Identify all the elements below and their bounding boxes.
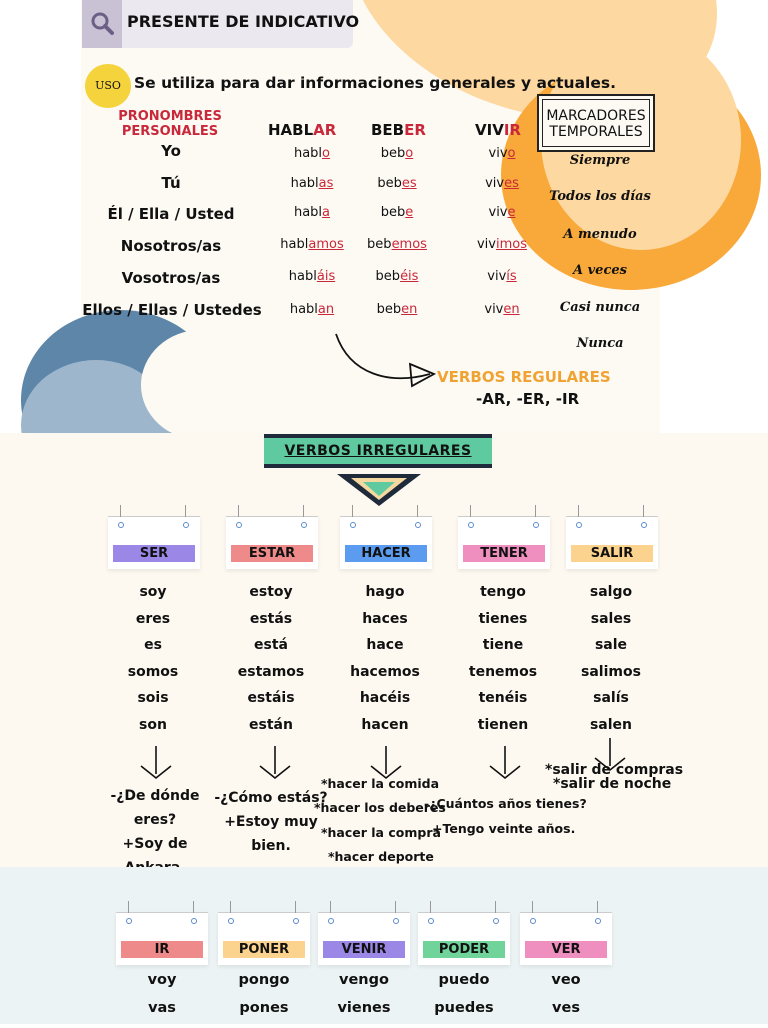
card-pin: [330, 901, 331, 913]
conj-stem: viv: [488, 205, 508, 220]
example-hacer-2: *hacer la compra: [321, 825, 441, 840]
down-arrow-icon: [255, 744, 295, 784]
verb-form: hacen: [361, 716, 409, 733]
card-pin: [430, 901, 431, 913]
marcadores-title: MARCADORES TEMPORALES: [537, 94, 655, 152]
conj-beber-0: [352, 146, 442, 161]
verb-label-tener: TENER: [463, 545, 545, 562]
card-pin-dot: [530, 918, 536, 924]
decor-blob-cut: [141, 330, 261, 440]
uso-badge: USO: [85, 64, 131, 108]
card-pin-dot: [191, 918, 197, 924]
conj-stem: habl: [293, 205, 323, 220]
card-pin: [295, 901, 296, 913]
verb-form: voy: [147, 972, 177, 988]
card-pin: [352, 505, 353, 517]
conj-vivir-2: [457, 205, 547, 220]
conj-stem: viv: [476, 237, 496, 252]
verb-label-ver: VER: [525, 941, 607, 958]
verb-header-vivir: VIVIR: [475, 121, 521, 139]
conj-beber-4: [352, 269, 442, 284]
card-pin: [395, 901, 396, 913]
conj-stem: beb: [377, 176, 402, 191]
card-pin: [128, 901, 129, 913]
verb-form: hace: [366, 637, 404, 653]
down-arrow-icon: [136, 744, 176, 784]
card-pin-dot: [328, 918, 334, 924]
verb-form: estamos: [237, 663, 305, 680]
verb-form: están: [249, 716, 293, 733]
conj-vivir-4: [457, 269, 547, 284]
verb-form: puedes: [434, 1000, 494, 1016]
verb-form: tienen: [477, 716, 529, 733]
conj-ending: es: [401, 176, 417, 191]
card-pin-dot: [576, 522, 582, 528]
verb-form: son: [139, 716, 167, 733]
verb-label-venir: VENIR: [323, 941, 405, 958]
conj-ending: a: [322, 205, 331, 220]
example-salir-1: *salir de noche: [553, 776, 672, 792]
example-hacer-1: *hacer los deberes: [314, 800, 446, 815]
verb-header-beber: BEBER: [371, 121, 426, 139]
forms-hacer: [335, 584, 435, 743]
verb-label-poner: PONER: [223, 941, 305, 958]
verb-form: veo: [551, 972, 581, 988]
conj-stem: viv: [487, 269, 507, 284]
card-pin-dot: [393, 918, 399, 924]
verb-form: estás: [249, 610, 293, 627]
forms-tener: [453, 584, 553, 743]
conj-ending: en: [401, 302, 418, 317]
verb-form: ves: [552, 1000, 580, 1016]
conj-vivir-5: [457, 302, 547, 317]
conj-stem: habl: [280, 237, 309, 252]
verb-form: vas: [148, 1000, 176, 1016]
card-pin: [238, 505, 239, 517]
verb-form: hacemos: [350, 663, 420, 680]
conj-hablar-1: [267, 176, 357, 191]
verb-label-ser: SER: [113, 545, 195, 562]
card-pin: [495, 901, 496, 913]
forms-salir: [561, 584, 661, 743]
conj-vivir-3: [457, 237, 547, 252]
verb-form: sale: [594, 637, 628, 653]
verb-form: salís: [593, 690, 629, 706]
conj-beber-5: [352, 302, 442, 317]
search-icon: [82, 0, 122, 48]
conj-ending: áis: [316, 269, 336, 284]
conj-vivir-1: [457, 176, 547, 191]
pronouns-header: PRONOMBRES PERSONALES: [118, 109, 222, 139]
card-pin-dot: [228, 918, 234, 924]
conj-stem: beb: [367, 237, 392, 252]
card-pin-dot: [118, 522, 124, 528]
verb-form: tiene: [482, 637, 524, 653]
conj-ending: ís: [506, 269, 517, 284]
verb-form: salgo: [589, 584, 633, 600]
marcador-2: A menudo: [563, 227, 637, 242]
verb-form: eres: [135, 610, 171, 627]
person-0: Yo: [161, 142, 181, 160]
card-pin-dot: [468, 522, 474, 528]
card-pin: [470, 505, 471, 517]
card-pin: [643, 505, 644, 517]
example-hacer-0: *hacer la comida: [321, 776, 440, 791]
forms-estar: [221, 584, 321, 743]
card-pin-dot: [350, 522, 356, 528]
verb-card-poner: [218, 912, 310, 965]
down-arrow-icon: [485, 744, 525, 784]
verb-form: vengo: [339, 972, 389, 988]
conj-stem: beb: [380, 146, 406, 161]
card-pin-dot: [301, 522, 307, 528]
card-pin-dot: [493, 918, 499, 924]
verb-form: tenéis: [478, 690, 528, 706]
example-ser: [100, 784, 210, 866]
conj-stem: viv: [484, 302, 504, 317]
verb-card-venir: [318, 912, 410, 965]
marcador-4: Casi nunca: [559, 300, 641, 315]
card-pin-dot: [183, 522, 189, 528]
verb-card-ser: [108, 516, 200, 569]
uso-description: Se utiliza para dar informaciones generales y actuales.: [134, 74, 616, 92]
irregular-verbs-title: VERBOS IRREGULARES: [264, 434, 492, 468]
conj-stem: viv: [485, 176, 505, 191]
forms-ver: [518, 972, 614, 1028]
verb-form: es: [144, 637, 162, 653]
conj-stem: beb: [375, 269, 401, 284]
card-pin-dot: [641, 522, 647, 528]
conj-ending: o: [405, 146, 414, 161]
verb-label-estar: ESTAR: [231, 545, 313, 562]
example-salir-0: *salir de compras: [545, 762, 684, 778]
regular-verbs-endings: -AR, -ER, -IR: [476, 390, 580, 408]
conj-stem: beb: [380, 205, 406, 220]
forms-ser: [103, 584, 203, 743]
verb-card-ir: [116, 912, 208, 965]
verb-form: salen: [589, 716, 633, 733]
down-chevron-icon: [335, 472, 423, 508]
page-title: PRESENTE DE INDICATIVO: [127, 12, 360, 31]
verb-form: hacéis: [359, 690, 411, 706]
marcador-3: A veces: [573, 263, 627, 278]
conj-ending: amos: [308, 237, 344, 252]
conj-beber-2: [352, 205, 442, 220]
conj-hablar-5: [267, 302, 357, 317]
verb-form: vienes: [337, 1000, 391, 1016]
marcador-1: Todos los días: [549, 189, 651, 204]
card-pin: [303, 505, 304, 517]
example-hacer-3: *hacer deporte: [328, 849, 434, 864]
verb-label-ir: IR: [121, 941, 203, 958]
conj-hablar-3: [267, 237, 357, 252]
verb-label-poder: PODER: [423, 941, 505, 958]
conj-ending: es: [504, 176, 519, 191]
card-pin: [120, 505, 121, 517]
verb-card-poder: [418, 912, 510, 965]
conj-ending: as: [318, 176, 334, 191]
verb-card-hacer: [340, 516, 432, 569]
card-pin-dot: [126, 918, 132, 924]
card-pin: [193, 901, 194, 913]
forms-venir: [316, 972, 412, 1028]
example-line: +Estoy muy: [224, 814, 318, 830]
conj-stem: habl: [289, 302, 318, 317]
forms-ir: [114, 972, 210, 1028]
conj-beber-1: [352, 176, 442, 191]
example-line: +Soy de: [122, 836, 188, 852]
conj-ending: imos: [495, 237, 527, 252]
conj-stem: viv: [488, 146, 508, 161]
card-pin: [535, 505, 536, 517]
conj-ending: o: [322, 146, 331, 161]
card-pin-dot: [293, 918, 299, 924]
card-pin: [230, 901, 231, 913]
person-1: Tú: [161, 174, 181, 192]
verb-card-ver: [520, 912, 612, 965]
example-line: -¿De dónde: [110, 788, 200, 804]
verb-form: sois: [137, 690, 169, 706]
conj-ending: e: [507, 205, 516, 220]
verb-form: puedo: [438, 972, 490, 988]
card-pin: [597, 901, 598, 913]
conj-ending: éis: [400, 269, 419, 284]
card-pin-dot: [595, 918, 601, 924]
example-line: -¿Cómo estás?: [214, 790, 328, 806]
card-pin: [185, 505, 186, 517]
card-pin-dot: [415, 522, 421, 528]
conj-stem: habl: [293, 146, 323, 161]
person-2: Él / Ella / Usted: [107, 205, 235, 223]
example-line: eres?: [133, 812, 177, 828]
verb-form: somos: [127, 663, 179, 680]
conj-stem: habl: [288, 269, 317, 284]
verb-form: tenemos: [468, 663, 538, 680]
person-5: Ellos / Ellas / Ustedes: [82, 301, 262, 319]
forms-poner: [216, 972, 312, 1028]
card-pin: [532, 901, 533, 913]
verb-card-estar: [226, 516, 318, 569]
conj-ending: an: [317, 302, 335, 317]
conj-stem: habl: [290, 176, 319, 191]
forms-poder: [416, 972, 512, 1028]
example-line: bien.: [251, 838, 291, 854]
example-estar: [212, 786, 330, 858]
conj-vivir-0: [457, 146, 547, 161]
verb-form: pones: [239, 1000, 289, 1016]
verb-form: tengo: [480, 584, 526, 600]
card-pin: [417, 505, 418, 517]
conj-hablar-0: [267, 146, 357, 161]
conj-ending: e: [405, 205, 414, 220]
verb-form: estáis: [247, 690, 295, 706]
regular-verbs-title: VERBOS REGULARES: [437, 368, 611, 386]
person-4: Vosotros/as: [121, 269, 221, 287]
verb-form: salimos: [581, 663, 641, 680]
marcador-5: Nunca: [576, 336, 624, 351]
verb-label-salir: SALIR: [571, 545, 653, 562]
verb-form: soy: [139, 584, 167, 600]
verb-label-hacer: HACER: [345, 545, 427, 562]
conj-stem: beb: [376, 302, 402, 317]
verb-form: estoy: [249, 584, 293, 600]
person-3: Nosotros/as: [120, 237, 222, 255]
conj-hablar-2: [267, 205, 357, 220]
card-pin-dot: [428, 918, 434, 924]
verb-header-hablar: HABLAR: [268, 121, 337, 139]
conj-hablar-4: [267, 269, 357, 284]
conj-ending: emos: [391, 237, 427, 252]
example-tener-1: +Tengo veinte años.: [432, 821, 576, 836]
verb-form: pongo: [238, 972, 290, 988]
example-tener-0: -¿Cuántos años tienes?: [424, 796, 587, 811]
marcador-0: Siempre: [569, 153, 631, 168]
verb-form: hago: [365, 584, 405, 600]
curved-arrow-icon: [330, 330, 440, 390]
card-pin-dot: [533, 522, 539, 528]
verb-form: tienes: [478, 610, 528, 627]
card-pin: [578, 505, 579, 517]
conj-beber-3: [352, 237, 442, 252]
card-pin-dot: [236, 522, 242, 528]
verb-card-tener: [458, 516, 550, 569]
verb-card-salir: [566, 516, 658, 569]
verb-form: sales: [590, 610, 632, 627]
verb-form: está: [254, 637, 288, 653]
conj-ending: en: [503, 302, 520, 317]
verb-form: haces: [362, 610, 408, 627]
conj-ending: o: [507, 146, 516, 161]
